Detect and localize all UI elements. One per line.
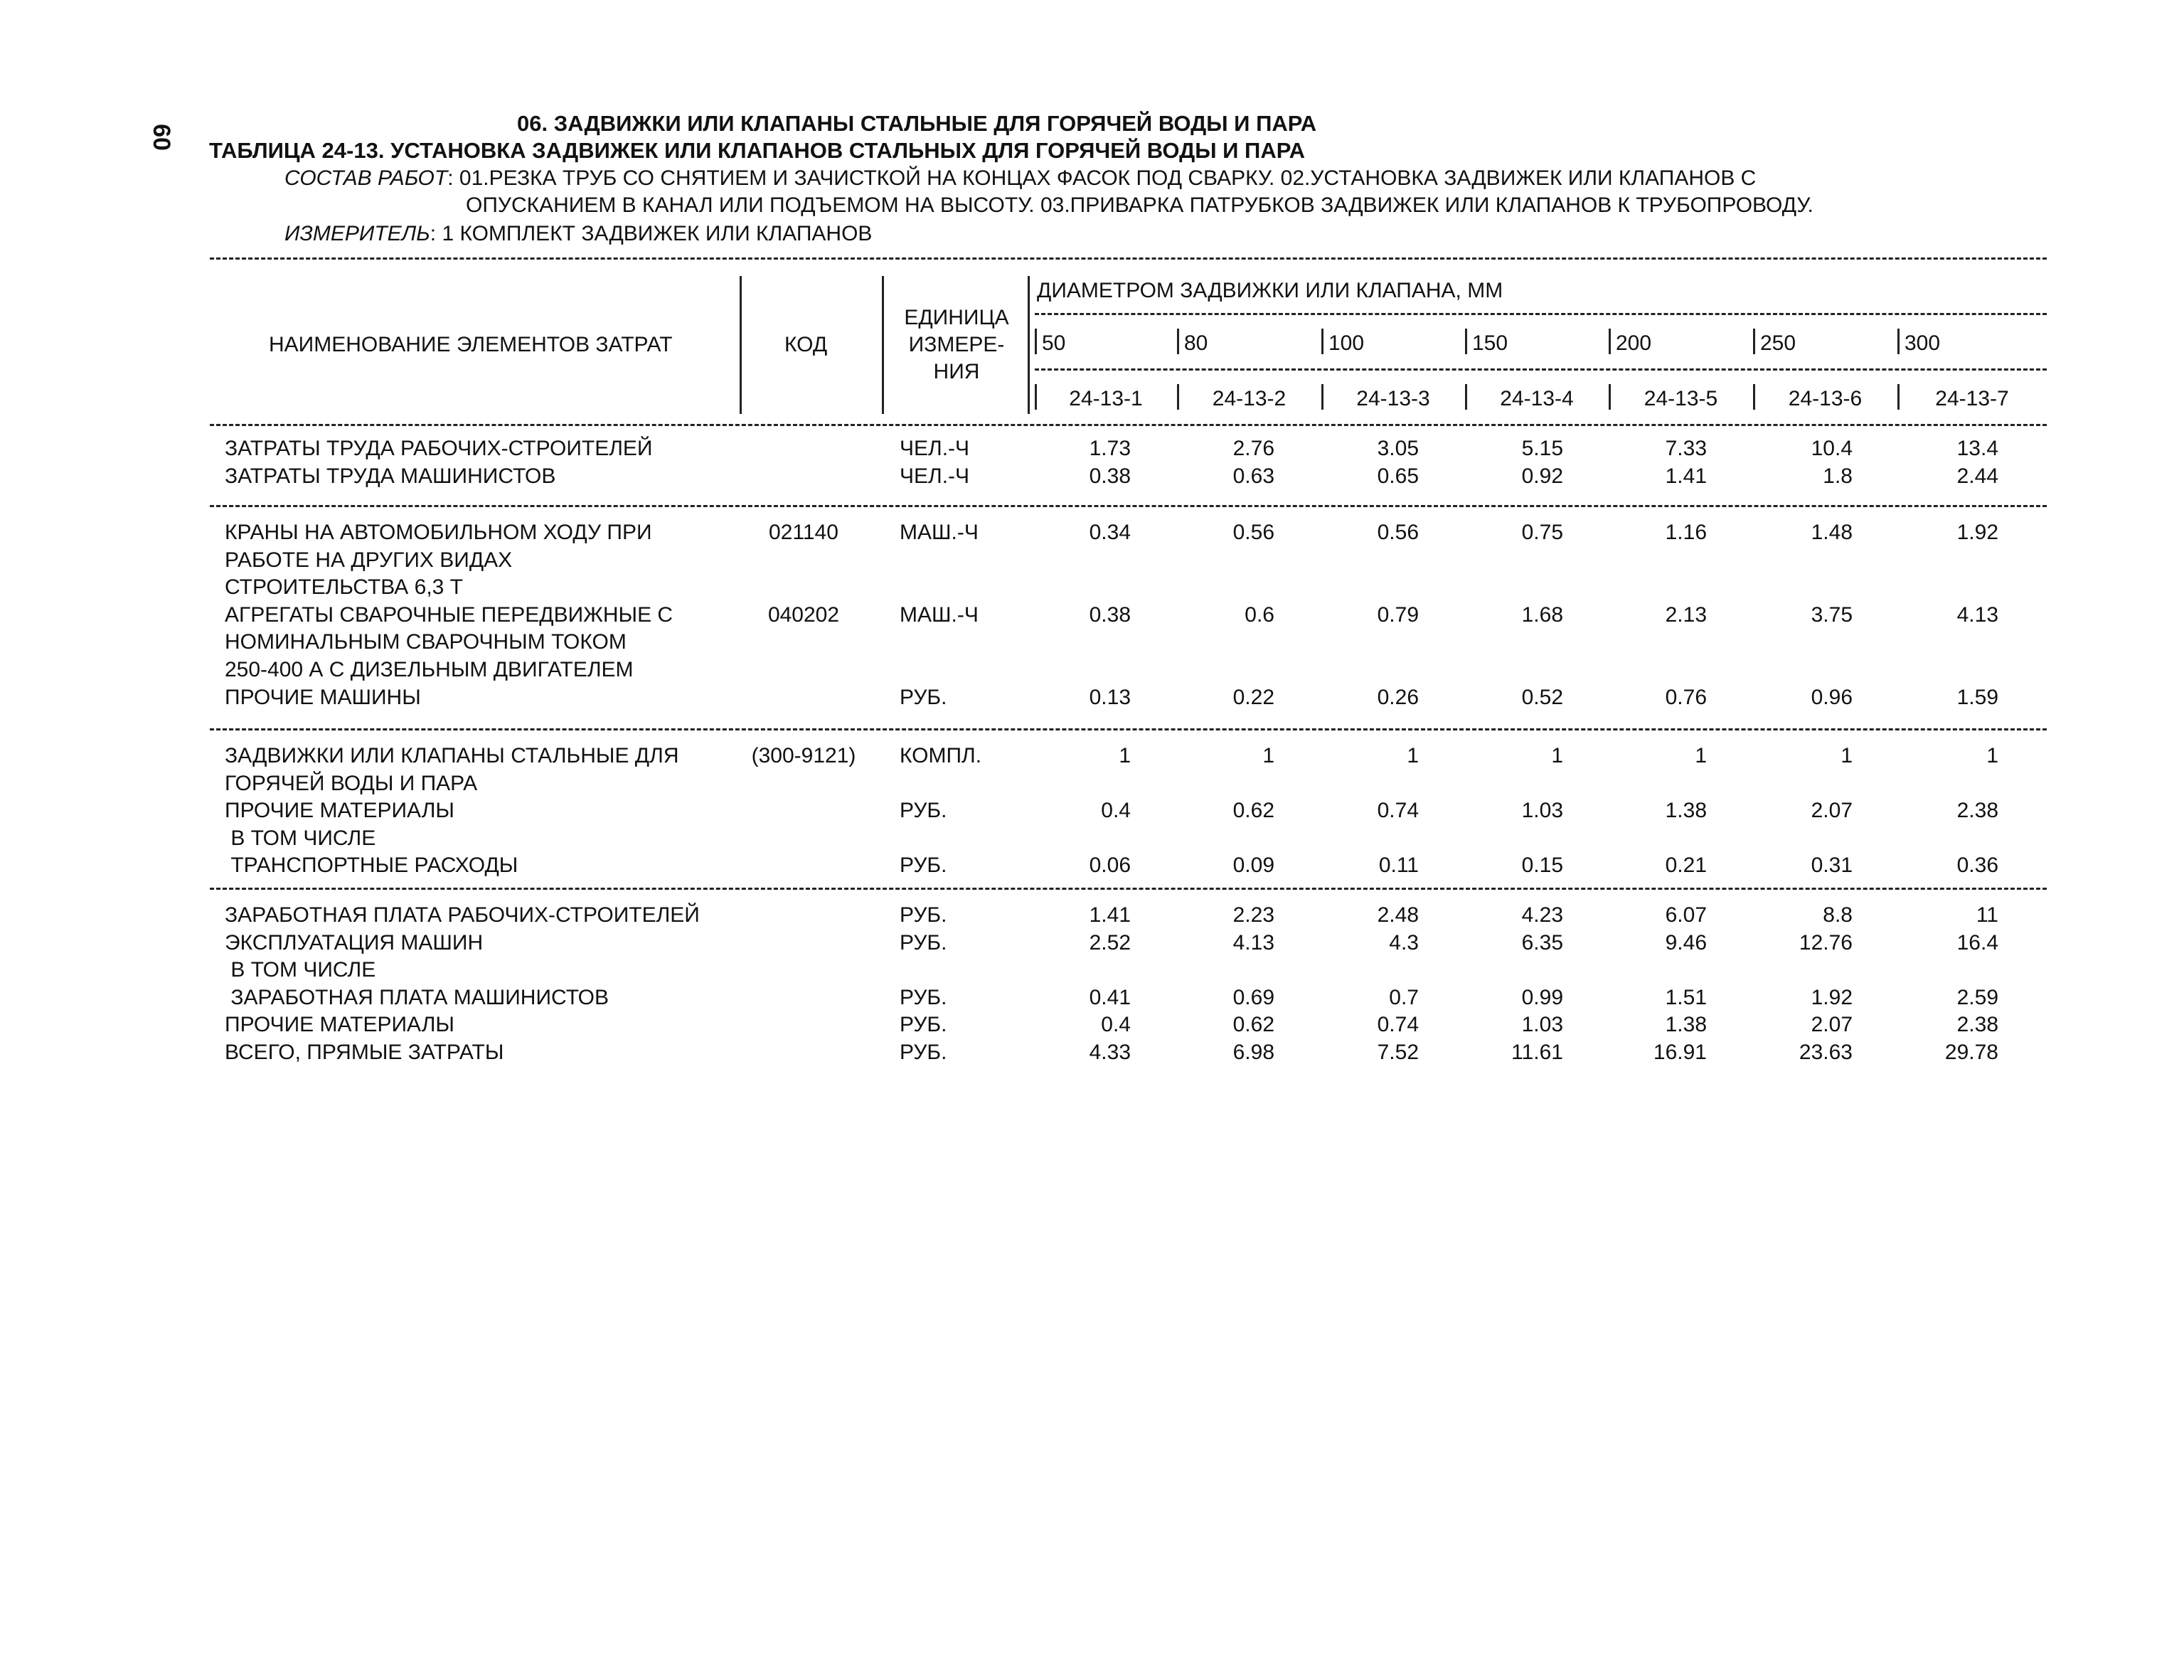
row-value: 0.4 bbox=[1101, 1013, 1131, 1037]
row-unit: РУБ. bbox=[900, 1013, 947, 1037]
column-code: 24-13-7 bbox=[1935, 387, 2009, 410]
section-rule bbox=[210, 888, 2047, 890]
row-value: 0.21 bbox=[1665, 854, 1707, 878]
row-value: 5.15 bbox=[1521, 437, 1563, 460]
row-value: 0.31 bbox=[1811, 854, 1853, 878]
row-name: ВСЕГО, ПРЯМЫЕ ЗАТРАТЫ bbox=[225, 1041, 504, 1064]
row-value: 1 bbox=[1986, 744, 1998, 767]
row-value: 2.38 bbox=[1956, 1013, 1998, 1037]
row-unit: ЧЕЛ.-Ч bbox=[900, 437, 970, 460]
row-unit: РУБ. bbox=[900, 930, 947, 955]
row-code: 021140 bbox=[769, 521, 838, 544]
diameter-label: 50 bbox=[1042, 331, 1066, 355]
row-value: 0.76 bbox=[1665, 685, 1707, 709]
row-value: 0.22 bbox=[1232, 685, 1274, 709]
diameter-divider bbox=[1753, 329, 1755, 354]
row-value: 1.59 bbox=[1956, 685, 1998, 709]
row-value: 1.8 bbox=[1823, 464, 1853, 488]
row-value: 2.48 bbox=[1377, 903, 1419, 927]
rule-top bbox=[210, 257, 2047, 260]
row-unit: КОМПЛ. bbox=[900, 744, 982, 767]
row-value: 0.13 bbox=[1089, 685, 1131, 709]
row-value: 1.03 bbox=[1521, 799, 1563, 823]
row-value: 4.13 bbox=[1956, 602, 1998, 627]
row-value: 12.76 bbox=[1799, 930, 1853, 955]
diameter-divider bbox=[1321, 329, 1323, 354]
row-value: 0.56 bbox=[1377, 521, 1419, 544]
row-value: 1 bbox=[1407, 744, 1419, 767]
row-name: СТРОИТЕЛЬСТВА 6,3 Т bbox=[225, 575, 464, 600]
row-unit: РУБ. bbox=[900, 854, 947, 878]
row-unit: РУБ. bbox=[900, 685, 947, 709]
column-code: 24-13-5 bbox=[1644, 387, 1718, 410]
section-rule bbox=[210, 728, 2047, 730]
row-value: 0.65 bbox=[1377, 464, 1419, 488]
header-divider-1 bbox=[740, 276, 742, 414]
row-name: ПРОЧИЕ МАТЕРИАЛЫ bbox=[225, 799, 454, 823]
row-value: 2.52 bbox=[1089, 930, 1131, 955]
diameter-divider bbox=[1897, 329, 1900, 354]
row-value: 0.92 bbox=[1521, 464, 1563, 488]
row-value: 0.06 bbox=[1089, 854, 1131, 878]
row-value: 13.4 bbox=[1956, 437, 1998, 460]
row-value: 4.3 bbox=[1389, 930, 1419, 955]
row-value: 7.33 bbox=[1665, 437, 1707, 460]
code-divider bbox=[1465, 384, 1467, 410]
row-value: 0.4 bbox=[1101, 799, 1131, 823]
row-value: 1.92 bbox=[1811, 985, 1853, 1009]
column-code: 24-13-3 bbox=[1356, 387, 1430, 410]
row-value: 0.7 bbox=[1389, 985, 1419, 1009]
row-value: 2.23 bbox=[1232, 903, 1274, 927]
row-value: 0.74 bbox=[1377, 799, 1419, 823]
diameter-divider bbox=[1177, 329, 1179, 354]
diameter-label: 150 bbox=[1472, 331, 1508, 355]
page-number: 60 bbox=[147, 124, 175, 151]
row-value: 4.13 bbox=[1232, 930, 1274, 955]
work-line-1: : 01.РЕЗКА ТРУБ СО СНЯТИЕМ И ЗАЧИСТКОЙ НА КОНЦАХ ФАСОК ПОД СВАРКУ. 02.УСТАНОВКА ЗАДВИЖЕК ИЛИ КЛАПАНОВ С bbox=[447, 166, 1757, 190]
row-value: 16.4 bbox=[1956, 930, 1998, 955]
row-value: 0.6 bbox=[1245, 602, 1274, 627]
row-value: 6.35 bbox=[1521, 930, 1563, 955]
row-value: 2.13 bbox=[1665, 602, 1707, 627]
row-name: ТРАНСПОРТНЫЕ РАСХОДЫ bbox=[225, 854, 518, 878]
diameter-label: 300 bbox=[1905, 331, 1941, 355]
row-value: 1 bbox=[1841, 744, 1853, 767]
column-code: 24-13-2 bbox=[1212, 387, 1287, 410]
diameter-group-header: ДИАМЕТРОМ ЗАДВИЖКИ ИЛИ КЛАПАНА, ММ bbox=[1037, 279, 1503, 302]
rule-header-2 bbox=[1035, 368, 2047, 371]
row-unit: МАШ.-Ч bbox=[900, 602, 979, 627]
row-value: 0.09 bbox=[1232, 854, 1274, 878]
row-value: 0.74 bbox=[1377, 1013, 1419, 1037]
row-value: 6.98 bbox=[1232, 1041, 1274, 1064]
row-value: 2.38 bbox=[1956, 799, 1998, 823]
col-unit-header-1: ЕДИНИЦА bbox=[904, 306, 1009, 329]
row-value: 0.36 bbox=[1956, 854, 1998, 878]
row-unit: РУБ. bbox=[900, 985, 947, 1009]
row-value: 1 bbox=[1262, 744, 1274, 767]
row-code: 040202 bbox=[767, 602, 840, 627]
row-value: 0.38 bbox=[1089, 464, 1131, 488]
measure-value: : 1 КОМПЛЕКТ ЗАДВИЖЕК ИЛИ КЛАПАНОВ bbox=[430, 222, 873, 245]
row-code: (300-9121) bbox=[751, 744, 856, 767]
row-value: 7.52 bbox=[1377, 1041, 1419, 1064]
row-name: ЗАДВИЖКИ ИЛИ КЛАПАНЫ СТАЛЬНЫЕ ДЛЯ bbox=[225, 744, 679, 767]
rule-header-bottom bbox=[210, 424, 2047, 426]
row-value: 1 bbox=[1119, 744, 1131, 767]
row-name: ПРОЧИЕ МАТЕРИАЛЫ bbox=[225, 1013, 454, 1037]
row-value: 0.38 bbox=[1089, 602, 1131, 627]
row-value: 1 bbox=[1551, 744, 1563, 767]
row-name: КРАНЫ НА АВТОМОБИЛЬНОМ ХОДУ ПРИ bbox=[225, 521, 652, 544]
diameter-label: 80 bbox=[1184, 331, 1208, 355]
row-value: 2.07 bbox=[1811, 1013, 1853, 1037]
row-value: 0.41 bbox=[1089, 985, 1131, 1009]
row-value: 0.15 bbox=[1521, 854, 1563, 878]
row-value: 2.59 bbox=[1956, 985, 1998, 1009]
row-name: ЗАТРАТЫ ТРУДА МАШИНИСТОВ bbox=[225, 464, 556, 488]
code-divider bbox=[1177, 384, 1179, 410]
table-title: ТАБЛИЦА 24-13. УСТАНОВКА ЗАДВИЖЕК ИЛИ КЛАПАНОВ СТАЛЬНЫХ ДЛЯ ГОРЯЧЕЙ ВОДЫ И ПАРА bbox=[209, 138, 1306, 163]
row-unit: МАШ.-Ч bbox=[900, 521, 979, 544]
row-value: 1.41 bbox=[1665, 464, 1707, 488]
row-name: ЗАТРАТЫ ТРУДА РАБОЧИХ-СТРОИТЕЛЕЙ bbox=[225, 437, 653, 460]
row-unit: ЧЕЛ.-Ч bbox=[900, 464, 970, 488]
row-value: 1.16 bbox=[1665, 521, 1707, 544]
code-divider bbox=[1897, 384, 1900, 410]
row-name: ЭКСПЛУАТАЦИЯ МАШИН bbox=[225, 930, 484, 955]
work-composition bbox=[284, 168, 1756, 189]
diameter-label: 100 bbox=[1328, 331, 1365, 355]
row-value: 11.61 bbox=[1511, 1041, 1563, 1064]
row-value: 0.79 bbox=[1377, 602, 1419, 627]
row-value: 1.48 bbox=[1811, 521, 1853, 544]
row-value: 16.91 bbox=[1653, 1041, 1707, 1064]
row-value: 1.03 bbox=[1521, 1013, 1563, 1037]
row-value: 9.46 bbox=[1665, 930, 1707, 955]
diameter-divider bbox=[1609, 329, 1611, 354]
row-value: 0.96 bbox=[1811, 685, 1853, 709]
section-title: 06. ЗАДВИЖКИ ИЛИ КЛАПАНЫ СТАЛЬНЫЕ ДЛЯ ГОРЯЧЕЙ ВОДЫ И ПАРА bbox=[517, 111, 1317, 136]
diameter-divider bbox=[1465, 329, 1467, 354]
row-value: 10.4 bbox=[1811, 437, 1853, 460]
rule-header-1 bbox=[1035, 313, 2047, 315]
row-value: 0.62 bbox=[1232, 1013, 1274, 1037]
col-unit-header-3: НИЯ bbox=[933, 360, 980, 383]
row-value: 4.23 bbox=[1521, 903, 1563, 927]
diameter-label: 250 bbox=[1760, 331, 1796, 355]
row-name: В ТОМ ЧИСЛЕ bbox=[225, 826, 376, 850]
row-value: 23.63 bbox=[1799, 1041, 1853, 1064]
col-name-header: НАИМЕНОВАНИЕ ЭЛЕМЕНТОВ ЗАТРАТ bbox=[269, 333, 673, 356]
row-value: 2.44 bbox=[1956, 464, 1998, 488]
row-value: 0.69 bbox=[1232, 985, 1274, 1009]
row-value: 0.52 bbox=[1521, 685, 1563, 709]
work-label: СОСТАВ РАБОТ bbox=[284, 166, 448, 190]
column-code: 24-13-1 bbox=[1069, 387, 1143, 410]
row-value: 3.75 bbox=[1811, 602, 1853, 627]
row-value: 2.76 bbox=[1232, 437, 1274, 460]
row-name: РАБОТЕ НА ДРУГИХ ВИДАХ bbox=[225, 548, 513, 572]
row-name: НОМИНАЛЬНЫМ СВАРОЧНЫМ ТОКОМ bbox=[225, 630, 627, 654]
code-divider bbox=[1753, 384, 1755, 410]
col-unit-header-2: ИЗМЕРЕ- bbox=[908, 333, 1005, 356]
row-value: 11 bbox=[1976, 903, 1998, 927]
header-divider-2 bbox=[882, 276, 884, 414]
row-value: 1.68 bbox=[1521, 602, 1563, 627]
row-name: ПРОЧИЕ МАШИНЫ bbox=[225, 685, 421, 709]
row-value: 0.99 bbox=[1521, 985, 1563, 1009]
row-value: 29.78 bbox=[1944, 1041, 1998, 1064]
row-value: 1 bbox=[1695, 744, 1707, 767]
measure-label: ИЗМЕРИТЕЛЬ bbox=[284, 222, 430, 245]
column-code: 24-13-4 bbox=[1500, 387, 1574, 410]
measure bbox=[284, 223, 872, 245]
row-name: ГОРЯЧЕЙ ВОДЫ И ПАРА bbox=[225, 771, 478, 795]
row-unit: РУБ. bbox=[900, 903, 947, 927]
row-value: 0.63 bbox=[1232, 464, 1274, 488]
row-name: АГРЕГАТЫ СВАРОЧНЫЕ ПЕРЕДВИЖНЫЕ С bbox=[225, 602, 673, 627]
row-value: 3.05 bbox=[1377, 437, 1419, 460]
row-value: 0.62 bbox=[1232, 799, 1274, 823]
row-unit: РУБ. bbox=[900, 799, 947, 823]
column-code: 24-13-6 bbox=[1788, 387, 1863, 410]
row-value: 2.07 bbox=[1811, 799, 1853, 823]
row-value: 1.38 bbox=[1665, 1013, 1707, 1037]
code-divider bbox=[1609, 384, 1611, 410]
row-value: 0.26 bbox=[1377, 685, 1419, 709]
row-name: ЗАРАБОТНАЯ ПЛАТА РАБОЧИХ-СТРОИТЕЛЕЙ bbox=[225, 903, 700, 927]
row-value: 0.34 bbox=[1089, 521, 1131, 544]
header-divider-3 bbox=[1028, 276, 1030, 414]
col-code-header: КОД bbox=[784, 333, 828, 356]
row-value: 0.75 bbox=[1521, 521, 1563, 544]
work-line-2: ОПУСКАНИЕМ В КАНАЛ ИЛИ ПОДЪЕМОМ НА ВЫСОТУ. 03.ПРИВАРКА ПАТРУБКОВ ЗАДВИЖЕК ИЛИ КЛАПАНОВ К ТРУБОПРОВОДУ. bbox=[466, 193, 1813, 217]
code-divider bbox=[1035, 384, 1037, 410]
row-value: 1.38 bbox=[1665, 799, 1707, 823]
row-name: 250-400 А С ДИЗЕЛЬНЫМ ДВИГАТЕЛЕМ bbox=[225, 658, 634, 681]
row-value: 1.51 bbox=[1665, 985, 1707, 1009]
diameter-divider bbox=[1035, 329, 1037, 354]
row-value: 0.56 bbox=[1232, 521, 1274, 544]
row-unit: РУБ. bbox=[900, 1041, 947, 1064]
row-name: ЗАРАБОТНАЯ ПЛАТА МАШИНИСТОВ bbox=[225, 985, 609, 1009]
row-value: 1.73 bbox=[1089, 437, 1131, 460]
row-value: 4.33 bbox=[1089, 1041, 1131, 1064]
row-value: 0.11 bbox=[1378, 854, 1419, 878]
diameter-label: 200 bbox=[1616, 331, 1652, 355]
row-value: 6.07 bbox=[1665, 903, 1707, 927]
row-name: В ТОМ ЧИСЛЕ bbox=[225, 958, 376, 982]
row-value: 1.92 bbox=[1956, 521, 1998, 544]
row-value: 1.41 bbox=[1089, 903, 1131, 927]
row-value: 8.8 bbox=[1823, 903, 1853, 927]
code-divider bbox=[1321, 384, 1323, 410]
section-rule bbox=[210, 505, 2047, 507]
